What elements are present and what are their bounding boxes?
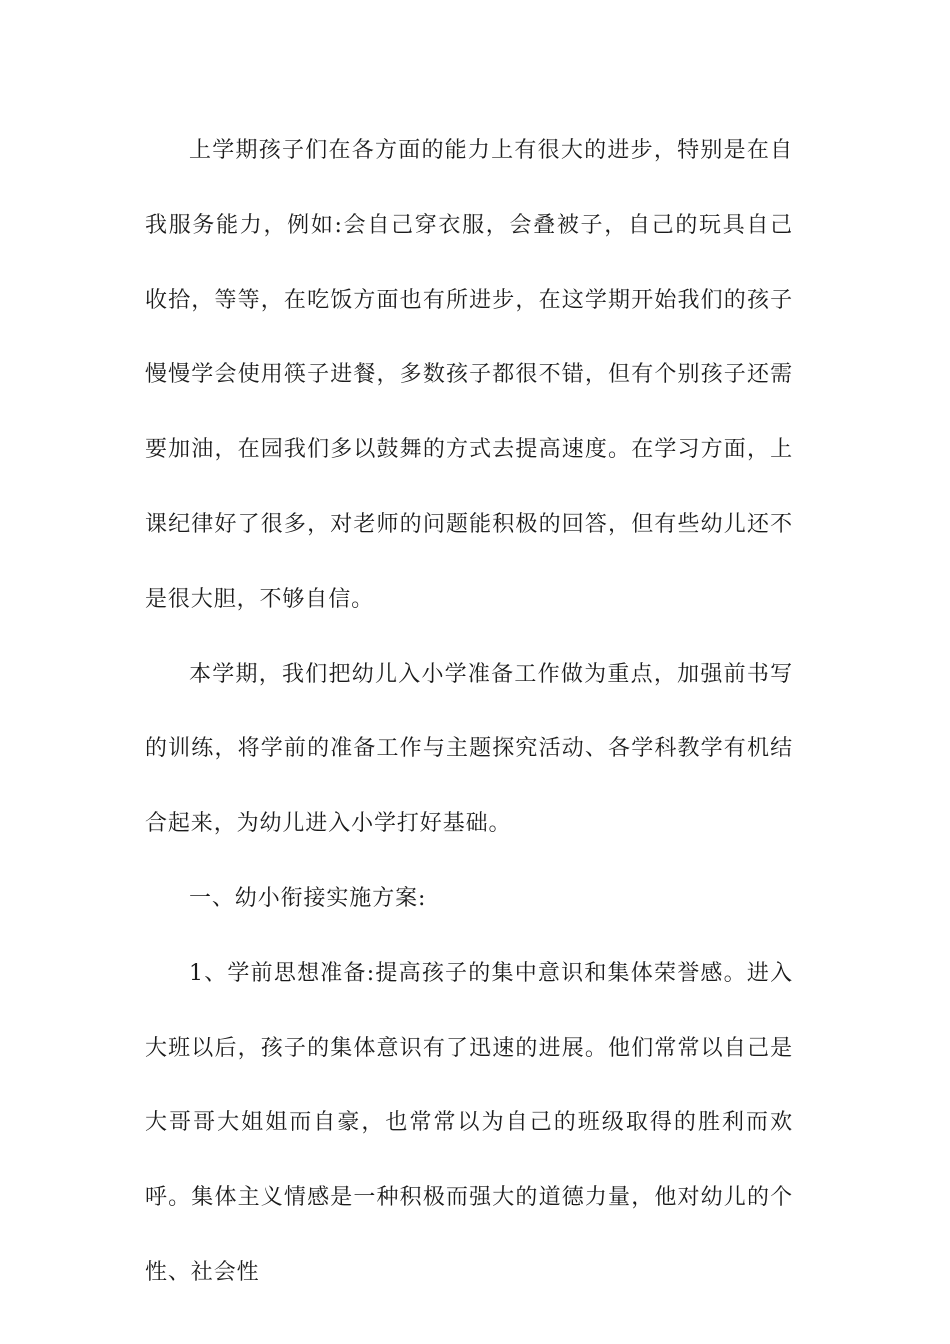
section-heading-implementation-plan: 一、幼小衔接实施方案:	[189, 885, 427, 911]
paragraph-progress-review: 上学期孩子们在各方面的能力上有很大的进步，特别是在自我服务能力，例如:会自己穿衣服，会叠被子，自己的玩具自己收拾，等等，在吃饭方面也有所进步，在这学期开始我们的孩子慢慢学会使用筷子进餐，多数孩子都很不错，但有个别孩子还需要加油，在园我们多以鼓舞的方式去提高速度。在学习方面，上课纪律好了很多，对老师的问题能积极的回答，但有些幼儿还不是很大胆，不够自信。	[145, 138, 793, 612]
document-body	[145, 114, 793, 1311]
paragraph-semester-focus: 本学期，我们把幼儿入小学准备工作做为重点，加强前书写的训练，将学前的准备工作与主题探究活动、各学科教学有机结合起来，为幼儿进入小学打好基础。	[145, 661, 793, 837]
paragraph-ideological-preparation: 1、学前思想准备:提高孩子的集中意识和集体荣誉感。进入大班以后，孩子的集体意识有了迅速的进展。他们常常以自己是大哥哥大姐姐而自豪，也常常以为自己的班级取得的胜利而欢呼。集体主义情感是一种积极而强大的道德力量，他对幼儿的个性、社会性	[145, 960, 793, 1285]
